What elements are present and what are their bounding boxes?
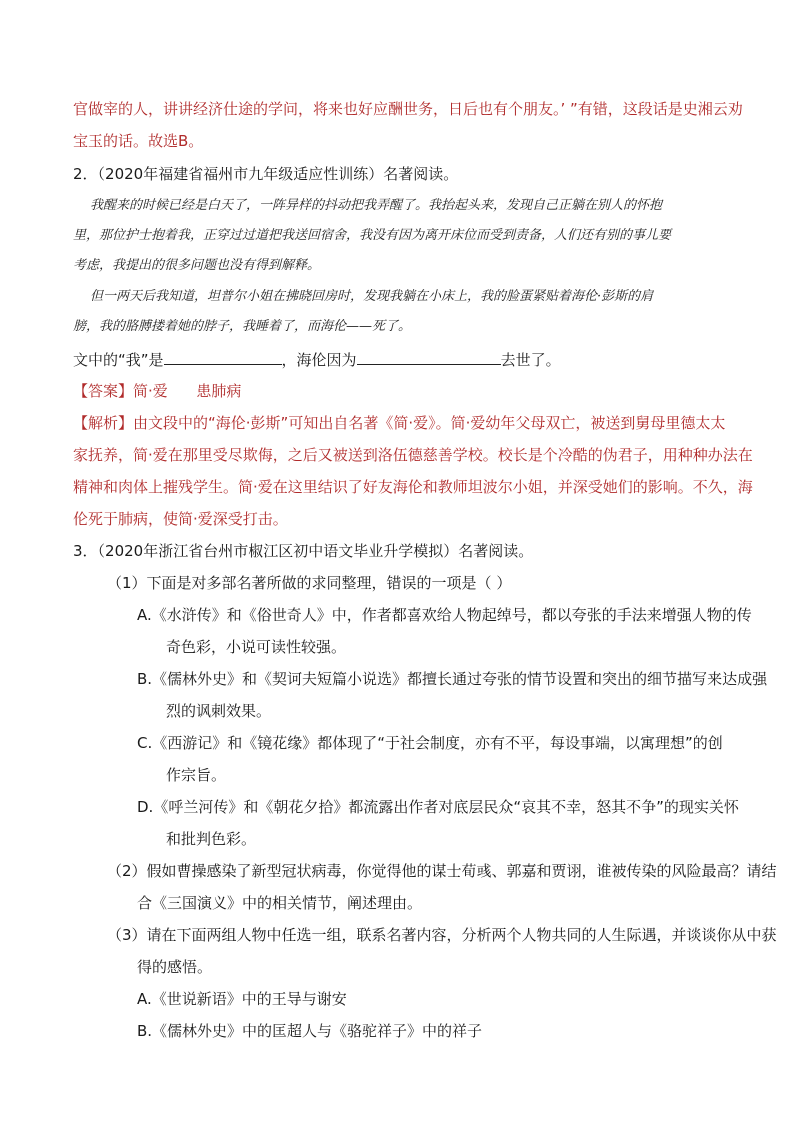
passage-line: 考虑，我提出的很多问题也没有得到解释。: [73, 258, 321, 273]
passage-line: 里，那位护士抱着我，正穿过过道把我送回宿舍，我没有因为离开床位而受到责备，人们还有别的事儿要: [73, 228, 672, 243]
sub-question-3-cont: 得的感悟。: [137, 958, 213, 976]
analysis-line: 家抚养，简·爱在那里受尽欺侮，之后又被送到洛伍德慈善学校。校长是个冷酷的伪君子，用种种办法在: [73, 446, 753, 464]
answer-line: [73, 380, 241, 402]
sub-question-2: （2）假如曹操感染了新型冠状病毒，你觉得他的谋士荀彧、郭嘉和贾诩，谁被传染的风险最高？请结: [107, 862, 777, 880]
option-d-cont: 和批判色彩。: [166, 830, 257, 848]
answer-text: 简·爱 患肺病: [133, 382, 242, 400]
sub-question-2-cont: 合《三国演义》中的相关情节，阐述理由。: [137, 894, 423, 912]
option-c-cont: 作宗旨。: [166, 766, 227, 784]
analysis-line: 精神和肉体上摧残学生。简·爱在这里结识了好友海伦和教师坦波尔小姐，并深受她们的影响。不久，海: [73, 478, 753, 496]
fill-in-question: [73, 348, 561, 371]
analysis-continued-line: 宝玉的话。故选B。: [73, 132, 204, 150]
option-d: D.《呼兰河传》和《朝花夕拾》都流露出作者对底层民众“哀其不幸，怒其不争”的现实关怀: [137, 798, 739, 816]
answer-blank-1[interactable]: [164, 348, 282, 365]
analysis-line: [73, 412, 725, 434]
question-2-heading: 2．（2020年福建省福州市九年级适应性训练）名著阅读。: [73, 165, 459, 183]
fill-suffix: 去世了。: [500, 351, 561, 369]
answer-tag: 【答案】: [73, 382, 134, 400]
option-a-cont: 奇色彩，小说可读性较强。: [166, 638, 347, 656]
sub3-option-a: A.《世说新语》中的王导与谢安: [137, 990, 347, 1008]
answer-blank-2[interactable]: [357, 348, 501, 365]
analysis-tag: 【解析】: [73, 414, 134, 432]
option-a: A.《水浒传》和《俗世奇人》中，作者都喜欢给人物起绰号，都以夸张的手法来增强人物的传: [137, 606, 752, 624]
analysis-text: 由文段中的“海伦·彭斯”可知出自名著《简·爱》。简·爱幼年父母双亡，被送到舅母里德太太: [133, 414, 726, 432]
fill-prefix: 文中的“我”是: [73, 351, 164, 369]
fill-middle: ，海伦因为: [281, 351, 357, 369]
sub3-option-b: B.《儒林外史》中的匡超人与《骆驼祥子》中的祥子: [137, 1022, 483, 1040]
analysis-line: 伦死于肺病，使简·爱深受打击。: [73, 510, 288, 528]
question-3-heading: 3．（2020年浙江省台州市椒江区初中语文毕业升学模拟）名著阅读。: [73, 542, 534, 560]
option-c: C.《西游记》和《镜花缘》都体现了“于社会制度，亦有不平，每设事端，以寓理想”的创: [137, 734, 723, 752]
sub-question-3: （3）请在下面两组人物中任选一组，联系名著内容，分析两个人物共同的人生际遇，并谈谈你从中获: [107, 926, 777, 944]
option-b-cont: 烈的讽刺效果。: [166, 702, 272, 720]
passage-line: 但一两天后我知道，坦普尔小姐在拂晓回房时，发现我躺在小床上，我的脸蛋紧贴着海伦·彭斯的肩: [90, 289, 654, 304]
passage-line: 膀，我的胳膊搂着她的脖子，我睡着了，而海伦——死了。: [73, 319, 412, 334]
analysis-continued-line: 官做宰的人，讲讲经济仕途的学问，将来也好应酬世务，日后也有个朋友。’ ”有错，这段话是史湘云劝: [73, 100, 743, 118]
passage-line: 我醒来的时候已经是白天了，一阵异样的抖动把我弄醒了。我抬起头来，发现自己正躺在别人的怀抱: [90, 198, 663, 213]
sub-question-1: （1）下面是对多部名著所做的求同整理，错误的一项是（ ）: [107, 574, 512, 592]
option-b: B.《儒林外史》和《契诃夫短篇小说选》都擅长通过夸张的情节设置和突出的细节描写来达成强: [137, 670, 768, 688]
